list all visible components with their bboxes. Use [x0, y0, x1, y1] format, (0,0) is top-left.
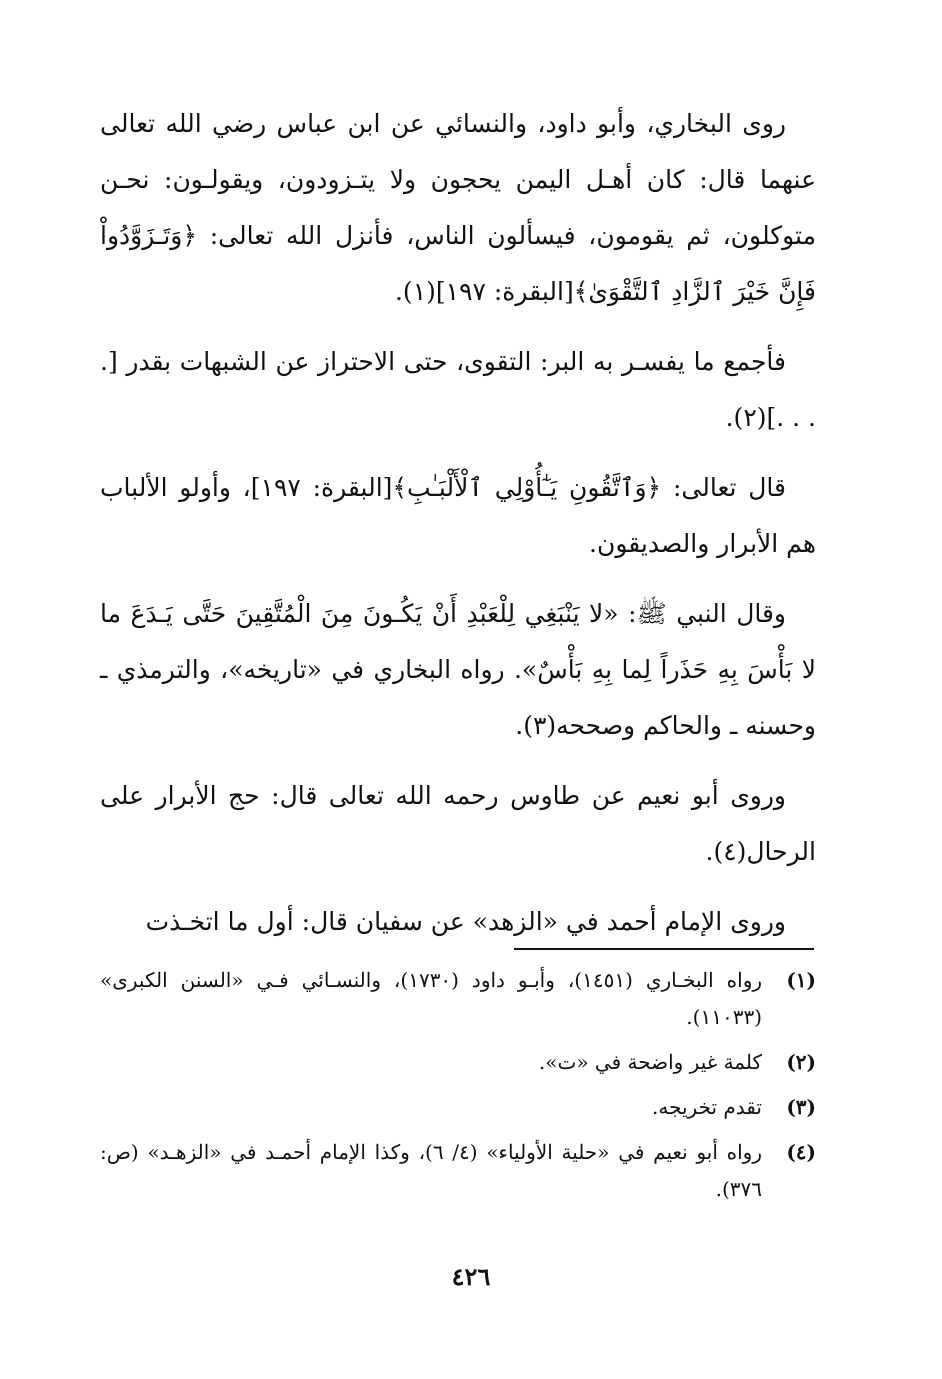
- footnote-text: رواه أبو نعيم في «حلية الأولياء» (٤/ ٦)، وكذا الإمام أحمـد في «الزهـد» (ص: ٣٧٦).: [100, 1140, 762, 1201]
- footnote-number: (٤): [786, 1140, 816, 1164]
- footnotes: [100, 962, 816, 1216]
- footnote-item: [100, 1044, 816, 1081]
- footnote-item: [100, 962, 816, 1036]
- footnote-text: رواه البخـاري (١٤٥١)، وأبـو داود (١٧٣٠)، والنسـائي فـي «السنن الكبرى» (١١٠٣٣).: [100, 968, 763, 1029]
- footnote-number: (٣): [786, 1095, 816, 1119]
- footnote-number: (٢): [786, 1050, 816, 1074]
- page-number: ٤٢٦: [451, 1262, 491, 1291]
- footnote-text: كلمة غير واضحة في «ت».: [538, 1050, 762, 1074]
- paragraph: روى البخاري، وأبو داود، والنسائي عن ابن عباس رضي الله تعالى عنهما قال: كان أهـل اليمن يحجون ولا يتـزودون، ويقولـون: نحـن متوكلون، ثم يقومون، فيسألون الناس، فأنزل الله تعالى: ﴿وَتَـزَوَّدُواْ فَإِنَّ خَيْرَ ٱلزَّادِ ٱلتَّقْوَىٰ﴾[البقرة: ١٩٧](١).: [100, 109, 816, 306]
- paragraph: فأجمع ما يفسـر به البر: التقوى، حتى الاحتراز عن الشبهات بقدر [. . . .](٢).: [100, 347, 816, 432]
- footnote-number: (١): [786, 968, 816, 992]
- paragraph: قال تعالى: ﴿وَٱتَّقُونِ يَـٰٓأُوْلِي ٱلْأَلْبَـٰبِ﴾[البقرة: ١٩٧]، وأولو الألباب هم الأبرار والصديقون.: [100, 473, 816, 558]
- footnote-item: [100, 1089, 816, 1126]
- paragraph: وروى أبو نعيم عن طاوس رحمه الله تعالى قال: حج الأبرار على الرحال(٤).: [100, 781, 816, 866]
- main-text: [100, 96, 816, 964]
- footnote-item: [100, 1134, 816, 1208]
- paragraph: وقال النبي ﷺ: «لا يَنْبَغِي لِلْعَبْدِ أَنْ يَكُـونَ مِنَ الْمُتَّقِينَ حَتَّى يَـدَعَ ما لا بَأْسَ بِهِ حَذَراً لِما بِهِ بَأْسٌ». رواه البخاري في «تاريخه»، والترمذي ـ وحسنه ـ والحاكم وصححه(٣).: [100, 599, 816, 740]
- footnote-divider: [514, 948, 814, 950]
- footnote-text: تقدم تخريجه.: [652, 1095, 762, 1119]
- paragraph: وروى الإمام أحمد في «الزهد» عن سفيان قال: أول ما اتخـذت: [145, 907, 786, 936]
